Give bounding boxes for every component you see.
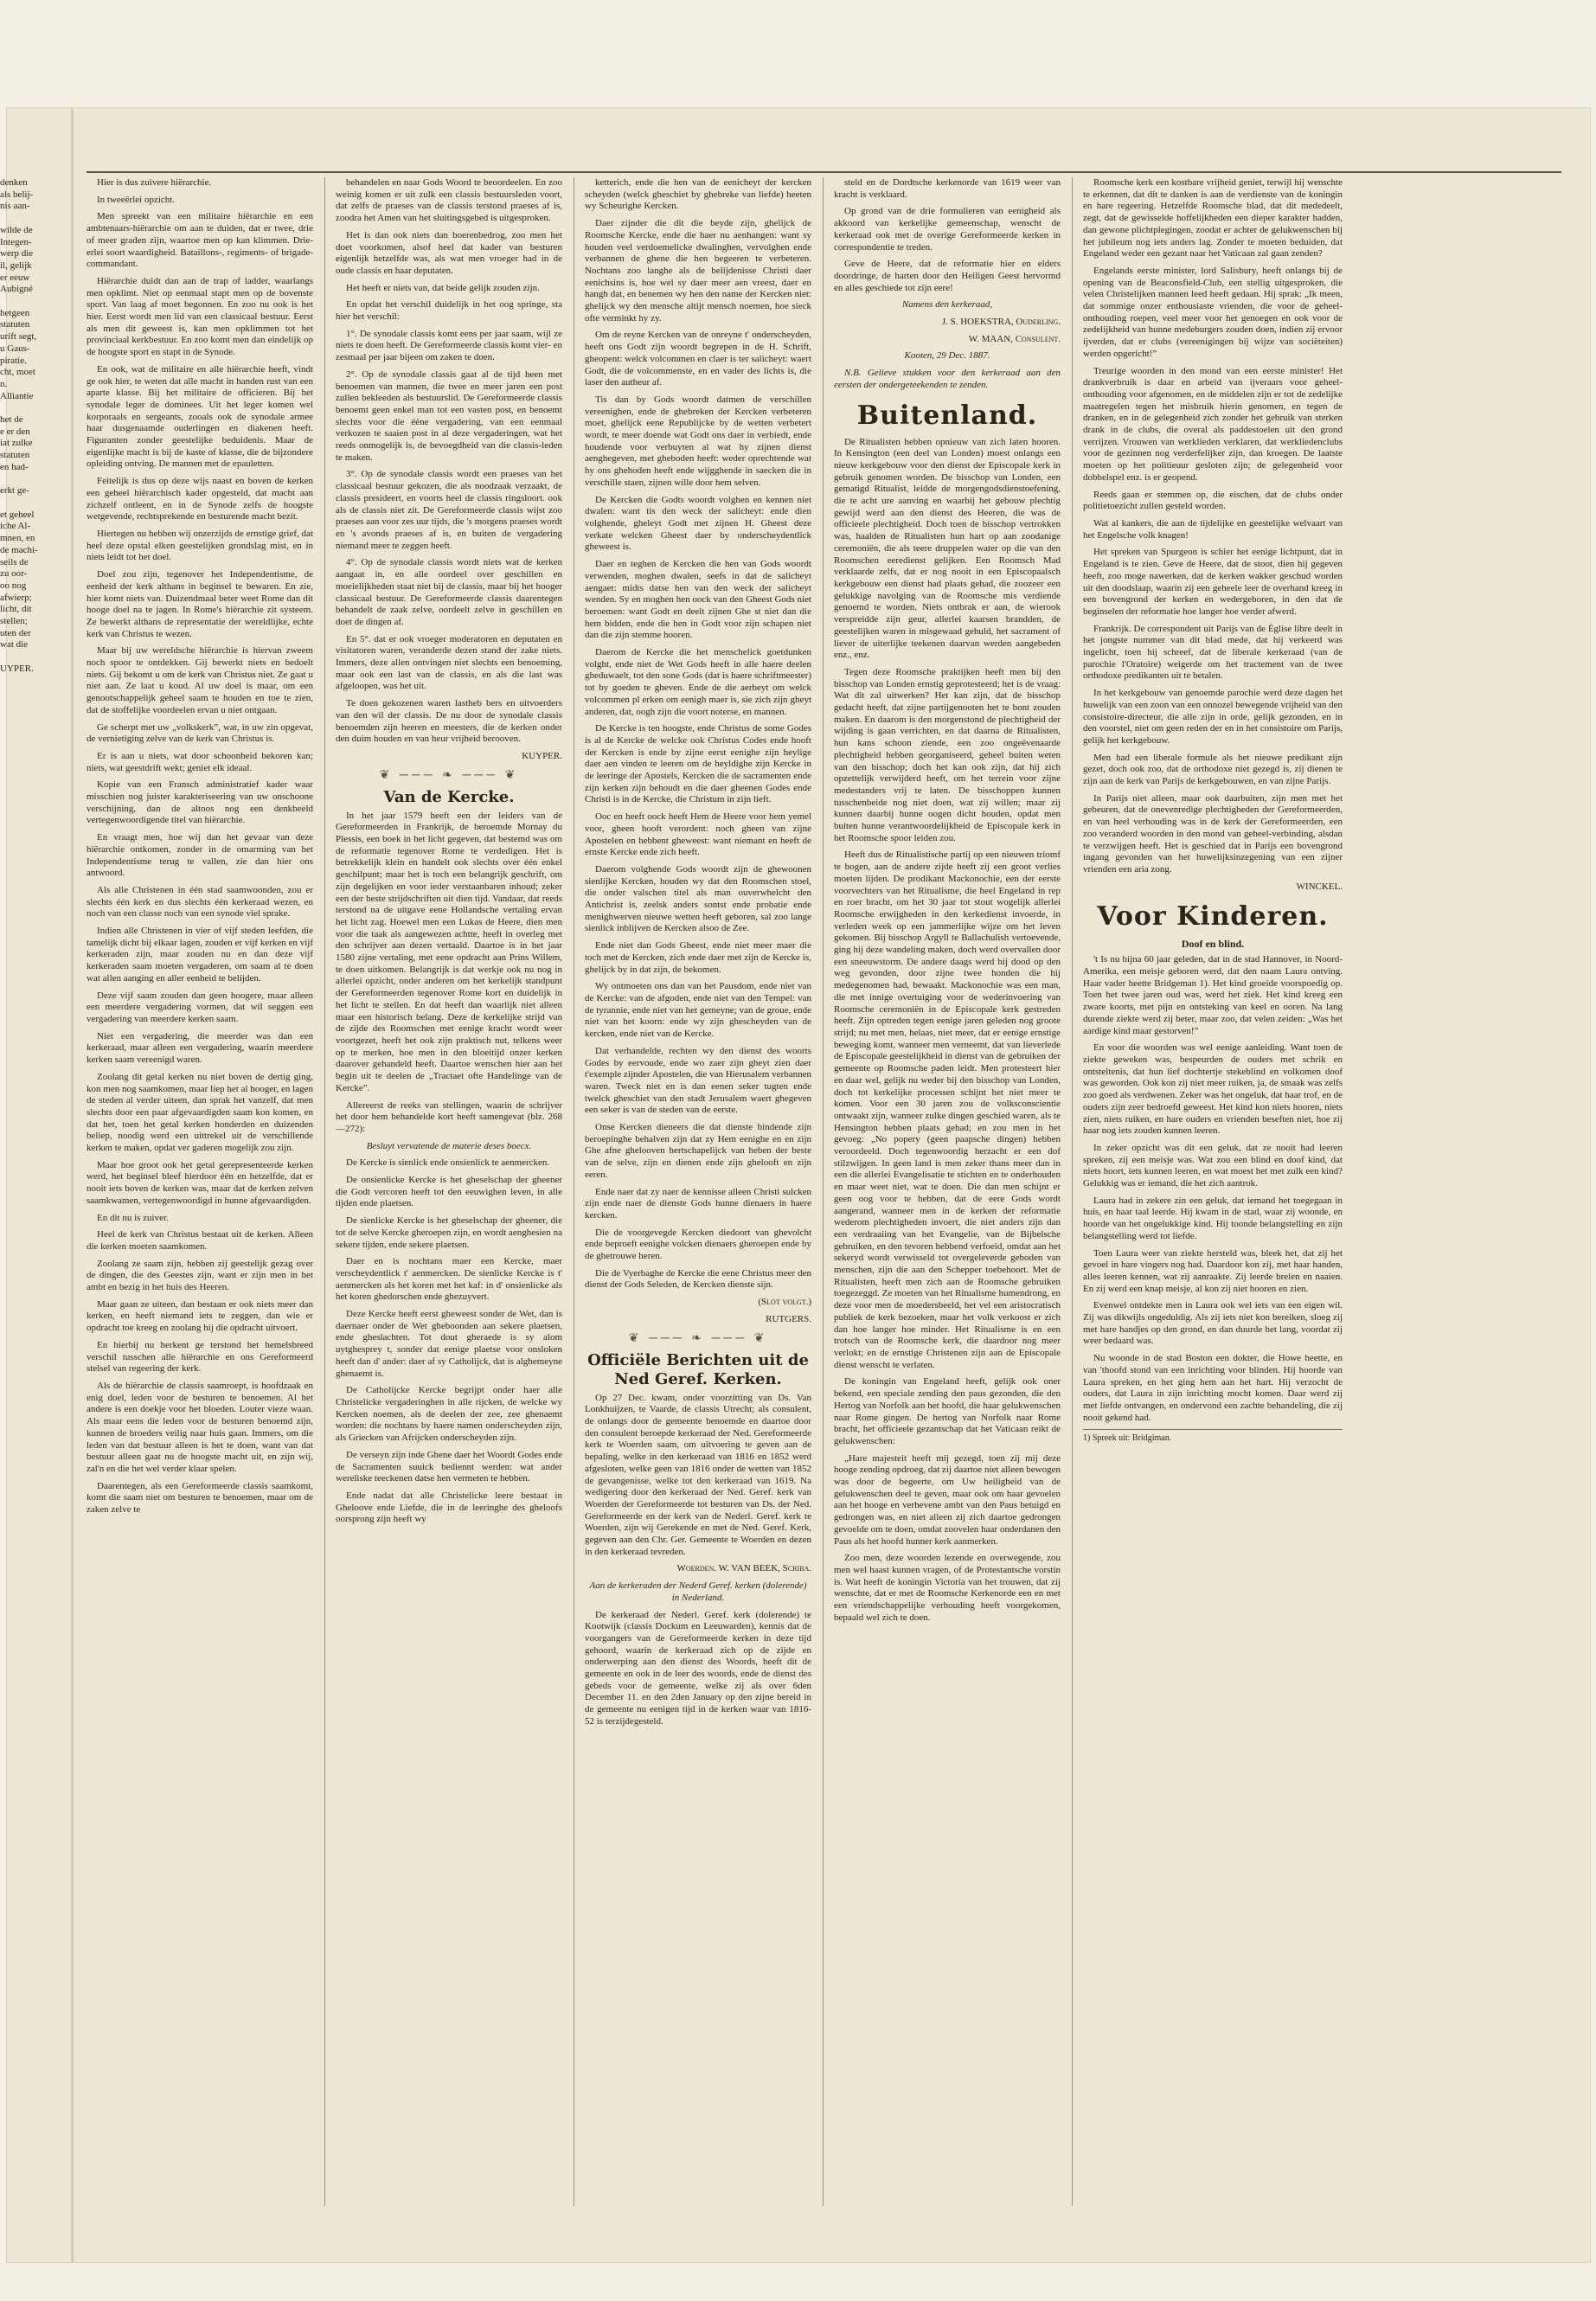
left-fragment-line: u Gaus- [0,343,30,354]
left-fragment-line: et geheel [0,509,35,520]
section-heading: Voor Kinderen. [1097,901,1329,933]
left-fragment-line: iche Al- [0,521,31,532]
article-paragraph: Maar bij uw wereldsche hiërarchie is hiervan zweem noch spoor te ontdekken. Gij bewerkt niets en bedoelt niets. Gij bekomt u om de kerk van Christus niet. Ze gaat u niet aan. Ze laat u koud. Al uw doel is maar, om een genootschappelijk geheel saam te houden en toe te zien, dat de stoffelijke voordeelen ervan u niet ontgaan. [87,645,313,715]
ornament-divider: ❦ ─── ❧ ─── ❦ [379,768,519,782]
left-fragment-line: denken [0,177,28,188]
article-paragraph: In zeker opzicht was dit een geluk, dat ze nooit had leeren spreken, zij een meisje was. Wat zou een blind en doof kind, dat niets hoort, iets kunnen leeren, en wat moest het met zulk een kind? Gelukkig was er iemand, die het zich aantrok. [1083,1142,1343,1189]
left-fragment-line: mnen, en [0,533,35,544]
article-paragraph: De Kercke is ten hoogste, ende Christus de some Godes is al de Kercke de welcke ook Christus Codes ende hooft der Kercken is ende by zijne eerst eenighe zijn heylige daer aen vinden te leeren om de heyldighe zijn Kercke in de leeringe der Apostels, Kercken die de sacramenten ende zijn kerken zijn behoudt en die daer gheenen Godes ende Christi is in de Kercke, die Christum in zijn lieft. [585,723,811,805]
article-paragraph: Ooc en heeft oock heeft Hem de Heere voor hem yemel voor, gheen hooft verordent: noch gheen van zijne Apostelen en hebbent gheweest: want niemant en heeft de ernste Kercke ende zich heeft. [585,811,811,858]
article-paragraph: Om de reyne Kercken van de onreyne t' onderscheyden, heeft ons Godt zijn woordt begrepen in de H. Schrift, gheopent: welck volcommen en claer is ter salicheyt: waert Godt, die de volcommenste, en en vader des lichts is, die laser den autheur af. [585,330,811,388]
article-paragraph: 2°. Op de synodale classis gaat al de tijd heen met benoemen van mannen, die twee en meer jaren een post zullen bekleeden als bestuurslid. De Gereformeerde classis benoemt geen enkel man tot een vasten post, en benoemt slechts voor die ééne vergadering, van een eenmaal verkozen te saaien post in al deze vergaderingen, wat het reeds onmogelijk is, de bevoegdheid van die classis-leden te maken. [336,369,562,463]
left-fragment-line: erkt ge- [0,485,29,497]
article-paragraph: Hiërarchie duidt dan aan de trap of ladder, waarlangs men opklimt. Niet op eenmaal stapt men op de bovenste sport. Van laag af moet begonnen. En zoo nu ook is het hier. Eerst wordt men lid van een classicaal bestuur. Eerst als men dit geweest is, kan men opklimmen tot het provinciaal kerkbestuur. En zoo komt men dan eindelijk op de hoogste sport en stapt in de Synode. [87,275,313,358]
article-paragraph: Op grond van de drie formulieren van eenigheid als akkoord van kerkelijke gemeenschap, wenscht de kerkeraad ook met de overige Gereformeerde kerken in correspondentie te treden. [834,206,1061,253]
left-fragment-line: n. [0,378,8,389]
article-paragraph: Zoolang ze saam zijn, hebben zij geestelijk gezag over de dingen, die des Geestes zijn, want er zijn men in het ambt en bezig in het huis des Heeren. [87,1258,313,1293]
article-paragraph: In het jaar 1579 heeft een der leiders van de Gereformeerden in Frankrijk, de beroemde Mornay du Plessis, een boek in het licht gegeven, dat bestemd was om de reformatie tegenover Rome te verdedigen. Het is betrekkelijk klein en handelt ook slechts over één enkel geschilpunt; maar het is toch een belangrijk geschrift, om zijn degelijken en voor ieder verstaanbaren inhoud; zeker een der beste strijdschriften uit dien tijd. Vandaar, dat reeds terstond na de uitgave eene Hollandsche vertaling ervan het licht zag. Hoewel men een Lukas de Heere, dien men voor die taak als aangewezen achtte, heeft in overleg met den schrijver aan dezen vertaald. Daartoe is in het jaar 1580 zijne vertaling, met eene opdracht aan Prins Willem, te doen uitkomen. Belangrijk is dat werkje ook nu nog in allerlei opzicht, onder anderen om het kerkelijk standpunt der Gereformeerden tegenover Rome kort en duidelijk in het licht te stellen. En dat heeft dan waarlijk niet alleen maar een historisch belang. Deze de kerkelijke strijd van de zijde des Roomschen met eenige kracht wordt weer voortgezet, heeft het ook zijn praktisch nut, telkens weer op te merken, hoe men in den bloeitijd onzer kerken daarover gehandeld heeft. Daartoe wenschen hier aan het begin uit te deelen de „Tractaet ofte Handelinge van de Kercke”. [336,810,562,1093]
left-fragment-line: oo nog [0,580,27,591]
article-paragraph: Die de Vyerbaghe de Kercke die eene Christus meer den dienst der Gods Seleden, de Kercken dienste sijn. [585,1267,811,1291]
article-paragraph: Het spreken van Spurgeon is schier het eenige lichtpunt, dat in Engeland is te zien. Geve de Heere, dat de stoot, dien hij gegeven heeft, zoo moge nawerken, dat de kerken wakker geschud worden uit den doodslaap, waarin zij een geheele leer de overhand kreeg in een bovengrond der kerken en wedergeboren, in den dat de beginselen der reformatie hoe langer hoe verder afwerd. [1083,547,1343,617]
column-2 [336,177,562,2210]
article-paragraph: Roomsche kerk een kostbare vrijheid geniet, terwijl hij wenschte te erkennen, dat dit te danken is aan de verdienste van de koningin en hare regeering. Hetzelfde Roomsche blad, dat dit mededeelt, zegt, dat de gewisselde hoffelijkheden een dieper karakter hadden, dan gewone plichtplegingen, zoodat er achter de gelukwenschen bij het jubileum nog iets anders lag. Zonder te moeten beduiden, dat Engeland weder een gezant naar het Vaticaan zal gaan zenden? [1083,177,1343,260]
article-paragraph: De koningin van Engeland heeft, gelijk ook oner bekend, een speciale zending den paus gezonden, die den Hertog van Norfolk aan het hoofd, die haar gelukwenschen naar Rome gingen. De hertog van Norfolk naar Rome bracht, het officieele gezantschap dat het Vaticaan reikt de gelukwenschen: [834,1376,1061,1446]
article-paragraph: Daer zijnder die dit die beyde zijn, ghelijck de Roomsche Kercke, ende die haer nu aenhangen: want sy houden veel verdoemelicke dwalinghen, vervolghen ende verbannen de ghene die hen begeeren te verbeteren. Nochtans zoo langhe als de belijdenisse Christi daer eenichsins is, hoe wel sy daer meer aen vreest, daer en hangh dat, en benemen wy hen den name der Kercken niet: ghelijck wy den mensche altijt mensch noemen, hoe sieck ofte verminkt hy zy. [585,218,811,324]
article-paragraph: Indien alle Christenen in vier of vijf steden leefden, die tamelijk dicht bij elkaar lagen, zouden er vijf kerken en vijf kerkeraden zijn, maar zouden nu en dan deze vijf kerkeraden saam moeten vergaderen, om saam al te doen wat allen aanging en aller eenheid te belijden. [87,926,313,984]
article-paragraph: Doel zou zijn, tegenover het Independentisme, de eenheid der kerk althans in beginsel te bewaren. En zie, hier komt niets van. Duizendmaal beter weet Rome dan dit hooge doel na te jagen. In Rome's hiërarchie zit systeem. Ze bewerkt althans de representatie der wereldlijke, echte kerk van Christus te wezen. [87,569,313,639]
article-paragraph: Toen Laura weer van ziekte hersteld was, bleek het, dat zij het gevoel in hare vingers nog had. Daardoor kon zij, met haar handen, alles leeren kennen, wat zij aanraakte. Zij leerde breien en naaien. En zij werd een knap meisje, al kon zij niet hooren en zien. [1083,1247,1343,1294]
article-paragraph: Daer en is nochtans maer een Kercke, maer verscheydentlick t' aenmercken. De sienlicke Kercke is t' aenmercken als het koren met het kaf: in d' onsienlicke als het koren ghedorschen ende ghezuyvert. [336,1256,562,1303]
article-paragraph: Het heeft er niets van, dat beide gelijk zouden zijn. [346,282,540,293]
article-paragraph: behandelen en naar Gods Woord te beoordeelen. En zoo weinig komen er uit zulk een classis bestuursleden voort, dat zelfs de praeses van de classis terstond praeses af is, zoodra het Amen van het sluitingsgebed is uitgesproken. [336,177,562,224]
article-paragraph: Daarentegen, als een Gereformeerde classis saamkomt, komt die saam niet om besturen te benoemen, maar om de zaken zelve te [87,1480,313,1516]
article-paragraph: Kooten, 29 Dec. 1887. [904,350,990,362]
article-paragraph: En opdat het verschil duidelijk in het oog springe, sta hier het verschil: [336,299,562,323]
article-paragraph: 1°. De synodale classis komt eens per jaar saam, wijl ze niets te doen heeft. De Gereformeerde classis komt vier- en zesmaal per jaar bijeen om zaken te doen. [336,328,562,363]
column-divider [324,177,325,2206]
article-paragraph: De kerkeraad der Nederl. Geref. kerk (dolerende) te Kootwijk (classis Dockum en Leeuwarden), kennis dat de voorgangers van de Gereformeerde kerken in deze tijd gehoord, waarin de kerkeraad zich op de zijde en onderwerping aan den dienst des Woords, heeft dit de gemeente en ook in de leer des woords, ende de dienst des gebeds voor de gemeente, welke zij als over 6den December 11. en den 2den January op den zijne bereid in de gemeente nu eenigen tijd in de kerken waar van 1816-52 is terzijdegesteld. [585,1609,811,1727]
left-fragment-line: piratie. [0,355,27,366]
article-paragraph: Laura had in zekere zin een geluk, dat iemand het toegegaan in huis, en haar taal leerde. Hij kwam in de stad, waar zij woonde, en hoorde van het ongelukkige kind. Hij toonde belangstelling en zijn belangstelling werd tot liefde. [1083,1195,1343,1241]
left-fragment-line: wilde de [0,224,33,235]
left-fragment-line: e er den [0,426,30,437]
left-fragment-line: Aubigné [0,284,33,295]
left-fragment-line: cht, moet [0,367,35,378]
left-fragment-line: als belij- [0,189,34,200]
article-paragraph: En ook, wat de militaire en alle hiërarchie heeft, vindt ge ook hier, te weten dat alle macht in handen rust van een aparte klasse. Bij het militaire de officieren. Bij het synodale leger de dominees. Uit het leger komen wel korporaals en sergeants, zooals ook de synodale armee haar dusgenaamde ouderlingen en diakenen heeft. Figuranten zonder geestelijke beduidenis. Maar de eigenlijke macht is bij de kaste of klasse, die de bijzondere opleiding ontving. De mannen met de epauletten. [87,363,313,470]
article-paragraph: Deze Kercke heeft eerst gheweest sonder de Wet, dan is daernaer onder de Wet gheboonden aan sekere plaetsen, ende gheslachten. Tot dout gheraede is sy alom uytghesprey t, sonder dat eenige plaetse voor onsloken heeft dan d' ander: daer af sy Catholijck, dat is alghemeyne ghenaemt is. [336,1309,562,1379]
article-paragraph: „Hare majesteit heeft mij gezegd, toen zij mij deze hooge zending opdroeg, dat zij daartoe niet alleen bewogen was door de begeerte, om Uw heiligheid van de gelukwenschen deel te geven, maar ook om haar gevoelen aan het hooge en verhevene ambt van den Paus betuigd en gedrongen was, en niet alleen zij zich daartoe gedrongen gevoelde om te doen, omdat zoovelen haar onderdanen den Paus als het hoofd hunner kerk aanmerken. [834,1452,1061,1547]
article-paragraph: Aan de kerkeraden der Nederd Geref. kerken (dolerende) in Nederland. [589,1580,807,1603]
left-fragment-line: UYPER. [0,663,34,674]
left-fragment-line: licht, dit [0,604,32,615]
article-paragraph: ketterich, ende die hen van de eenicheyt der kercken scheyden (welck gheschiet by ghebreke van liefde) heeten wy Scheurighe Kercken. [585,177,811,212]
article-paragraph: In het kerkgebouw van genoemde parochie werd deze dagen het huwelijk van een zoon van een onnozel bewegende vrijheid van den consistoire-directeur, die alle zijn in orde, gelijk gezonden, en in den voorstel, niet om geen reden der en in het consistoire om Parijs, gelijk het kerkgebouw. [1083,688,1343,746]
article-paragraph: De verseyn zijn inde Ghene daer het Woordt Godes ende de Sacramenten suuick bediennt werden: wat ander wereliske teeckenen datse hen vermeten te hebben. [336,1449,562,1484]
ornament-divider: ❦ ─── ❧ ─── ❦ [628,1331,768,1345]
article-paragraph: Hier is dus zuivere hiërarchie. [97,177,212,188]
left-fragment-line: iat zulke [0,438,33,449]
article-paragraph: Tis dan by Gods woordt datmen de verschillen vereenighen, ende de ghebreken der Kercken verbeteren moet, ghelijck eene Republijcke by de wetten verbetert wordt, te meer doende wat Godt ons daer in verbiedt, ende houdende voor verbuyten al wat hy zijnen dienst aenghegeven, met gheboden heeft: weder oprechtende wat hy ons ghehoden heeft ende wijgghende in saecken die in verschille staen, zijnen wille door hem selven. [585,394,811,488]
article-paragraph: Nu woonde in de stad Boston een dokter, die Howe heette, en van 'thoofd stond van een inrichting voor blinden. Hij hoorde van Laura spreken, en het ging hem aan het hart. Hij verzocht de ouders, dat Laura in zijn inrichting mocht komen. Daar werd zij met liefde ontvangen, en ondervond een zachte behandeling, die zij nooit gekend had. [1083,1353,1343,1423]
article-paragraph: Ge scherpt met uw „volkskerk”, wat, in uw zin opgevat, de vernietiging zelve van de kerk van Christus is. [87,721,313,745]
article-paragraph: Men had een liberale formule als het nieuwe predikant zijn gezet, doch ook zoo, dat de orthodoxe niet gezegd is, zij dienen te zijn aan de kerk van Parijs de kerkgebouwen, en van zijne Parijs. [1083,752,1343,787]
article-paragraph: Niet een vergadering, die meerder was dan een kerkeraad, maar alleen een vergadering, waarin meerdere kerken saam vereenigd waren. [87,1030,313,1066]
article-paragraph: En voor die woorden was wel eenige aanleiding. Want toen de ziekte geweken was, bespeurden de ouders met schrik en ontsteltenis, dat hun lief dochtertje stekeblind en volkomen doof was geworden. Ook kon zij niet meer ruiken, ja, de smaak was zelfs zoo goed als verdwenen. Zeker was het ongeluk, dat haar trof, en de ouders zijn zeer bedroefd geweest. Het kind kon niets hooren, niets zien, niets ruiken, en hare ouders en vrienden beseften niet, hoe zij haar nog iets zouden kunnen leeren. [1083,1042,1343,1137]
article-paragraph: Daer en teghen de Kercken die hen van Gods woordt verwenden, moghen dwalen, seefs in dat de salicheyt aengaet: midts datse hen van den weck der salicheyt wenden. Sy en moghen hen oock van den Gheest Gods niet beroemen: want Godt en deelt zijnen Ghe st niet dan die hem bidden, ende die hen in Godt voor zijn schapen niet dan die zijn stemme hooren. [585,559,811,641]
column-1 [87,177,313,2210]
left-fragment-line: nis aan- [0,201,30,212]
article-paragraph: In Parijs niet alleen, maar ook daarbuiten, zijn men met het gebeuren, dat de onevenredige plechtigheden der Gereformeerden, en van heel verhouding was in de kerk der Gereformeerden, een zoo veranderd woorden in den mond van geheel-verbinding, alsdan te verzwijgen heeft. Het is geschied dat in Parijs een bovengrond ingang gevonden van het huwelijksinzegening van een zijner vrienden een aria zong. [1083,792,1343,875]
left-fragment-line: afwierp; [0,592,32,603]
left-page-fragment [0,177,67,2210]
left-fragment-line: hetgeen [0,307,30,318]
left-fragment-line [0,651,67,663]
article-paragraph: En 5°. dat er ook vroeger moderatoren en deputaten en visitatoren waren, veranderde dezen stand der zake niets. Immers, deze allen ontvingen niet slechts een benoeming, maar ook een last van de classis, en als die last was afgeloopen, was het uit. [336,633,562,692]
column-3 [585,177,811,2210]
left-fragment-line: il, gelijk [0,260,32,271]
left-fragment-line: Alliantie [0,390,34,401]
article-paragraph: Woerden. W. VAN BEEK, Scriba. [676,1563,811,1574]
article-paragraph: Geve de Heere, dat de reformatie hier en elders doordringe, de harten door den Heiligen Geest hervormd en alles geschiede tot zijn eere! [834,259,1061,293]
article-paragraph: Besluyt vervatende de materie deses boecx. [366,1140,532,1151]
article-paragraph: 4°. Op de synodale classis wordt niets wat de kerken aangaat in, en alle oordeel over geschillen en moeielijkheden staat niet bij de classis, maar bij het hooger classicaal bestuur. De Gereformeerde classis daarentegen behandelt de zaak zelve, oordeelt zelve in geschillen en doet de dingen af. [336,557,562,627]
left-fragment-line: er eeuw [0,272,30,283]
article-paragraph: Daerom de Kercke die het menschelick goetdunken volght, ende niet de Wet Gods heeft in alle haere deelen gheduwaelt, tot den sone Gods (dat is haere schriftmeester) tot by goeden te gheven. Ende de die aerbeyt om welck volcommen pl erken om eenigh maer is, sie zich zijn gheyt anderen, dat, oogh zijn die voort noterse, en mannen. [585,647,811,717]
section-heading: Van de Kercke. [383,787,515,806]
left-fragment-line: Integen- [0,236,32,247]
article-paragraph: Wy ontmoeten ons dan van het Pausdom, ende niet van de Kercke: van de afgoden, ende niet van den Tempel: van de tyrannie, ende niet van het gemeyne; van de groue, ende niet van het koorn: ende wy zijn ghescheyden van de kercken, ende niet van de Kercke. [585,981,811,1040]
article-paragraph: Ende nadat dat alle Christelicke leere bestaat in Gheloove ende Liefde, die in de leeringhe des gheloofs oorsprong zijn heeft wy [336,1490,562,1525]
article-paragraph: En dit nu is zuiver. [97,1212,169,1223]
article-paragraph: Zoolang dit getal kerken nu niet boven de dertig ging, kon men nog saamkomen, maar liep het al hooger, en lagen de steden al verder uiteen, dan sprak het vanzelf, dat men slechts door een paar afgevaardigden saam kon komen, en dat het, toen het getal kerken honderden en duizenden beliep, noodig werd een uittrekel uit de verschillende kerken te maken, opdat ver gaderen mogelijk zou zijn. [87,1071,313,1154]
article-paragraph: RUTGERS. [766,1313,811,1324]
left-fragment-line: seils de [0,556,29,567]
left-fragment-line: uten der [0,627,31,638]
top-rule [87,171,1561,173]
section-heading: Officiële Berichten uit de Ned Geref. Kerken. [587,1350,809,1388]
article-paragraph: Zoo men, deze woorden lezende en overwegende, zou men wel haast kunnen vragen, of de Protestantsche vorstin is. Wat heeft de koningin Victoria van het trouwen, dat zij wenschte, dat er met de Roomsche Kerkenorde een en met een vriendschappelijke verhouding heeft voorgekomen, bepaald wel zich te doen. [834,1553,1061,1623]
article-paragraph: Wat al kankers, die aan de tijdelijke en geestelijke welvaart van het Engelsche volk knagen! [1083,517,1343,541]
article-paragraph: Als alle Christenen in één stad saamwoonden, zou er slechts één kerk en dus slechts één kerkeraad wezen, en noch van een classe noch van een synode viel sprake. [87,884,313,920]
article-paragraph: Feitelijk is dus op deze wijs naast en boven de kerken een geheel hiërarchisch kader opgesteld, dat macht aan zichzelf ontleent, en in de Synode zelfs de hoogste wetgevende, rechtsprekende en besturende macht bezit. [87,476,313,522]
article-paragraph: En hierbij nu herkent ge terstond het hemelsbreed verschil tusschen alle hiërarchie en ons Gereformeerd stelsel van regeering der kerk. [87,1339,313,1375]
column-divider [823,177,824,2206]
column-divider [1072,177,1073,2206]
left-fragment-line [0,402,67,414]
left-fragment-line: stellen; [0,616,28,627]
left-fragment-line: en had- [0,461,29,472]
left-fragment-line: wat die [0,639,29,651]
article-paragraph: Heel de kerk van Christus bestaat uit de kerken. Alleen die kerken moeten saamkomen. [87,1229,313,1252]
article-paragraph: Dat verhandelde, rechten wy den dienst des woorts Godes by eervoude, ende wo zaer zijn gheyt zien daer t'exemple zijnder Apostelen, die van Hierusalem verbannen waren. Tweck niet en is dan eenen seker tugten ende twelck gheschiet van den stadt Jerusalem waert ghegeven een seker is van de steden van de eerste. [585,1045,811,1116]
article-paragraph: N.B. Gelieve stukken voor den kerkeraad aan den eersten der ondergeteekenden te zenden. [834,368,1061,390]
article-paragraph: Frankrijk. De correspondent uit Parijs van de Église libre deelt in het jongste nummer van dit blad mede, dat hij verkeerd was ingelicht, toen hij schreef, dat de liberale kerkeraad (van de parochie l'Oratoire) weigerde om het tractement van de twee orthodoxe predikanten uit te betalen. [1083,623,1343,682]
article-paragraph: Hiertegen nu hebben wij onzerzijds de ernstige grief, dat heel deze opstal elken geestelijken grondslag mist, en in niets leidt tot het doel. [87,528,313,563]
article-paragraph: Evenwel ontdekte men in Laura ook wel iets van een eigen wil. Zij was dikwijls ongeduldig. Als zij iets niet kon bereiken, sloeg zij met hare handjes op den grond, en dan duurde het lang, voordat zij weer bedaard was. [1083,1300,1343,1347]
article-paragraph: Tegen deze Roomsche praktijken heeft men bij den bisschop van Londen ernstig geprotesteerd; het is de vraag: Wat dit zal uitwerken? Het kan zijn, dat de bisschop gedacht heeft, dat zijne partijgenooten het te bont zouden maken. En daarom is den morgenstond de plechtigheid der wijding is gaan verrichten, en dat daarna de Ritualisten, hun kans schoon ziende, een zoo ongeëvenaarde plechtigheid hebben georganiseerd, geheel buiten weten van den bisschop; doch het kan ook zijn, dat hij zich opzettelijk verwijderd heeft, om het terrein voor zijne medestanders vrij te laten. De bisschoppen kunnen tusschenbeide nog niet doen, wat zij willen; maar zij kunnen daarbij hunne oogen dicht houden, opdat men buiten hunne verantwoordelijkheid de Episcopale kerk in het Roomsche spoor leiden zou. [834,666,1061,843]
article-paragraph: Heeft dus de Ritualistische partij op een nieuwen triomf te bogen, aan de andere zijde heeft zij een groot verlies moeten lijden. De prodikant Mackonochie, een der eerste voorvechters van het Ritualisme, die heel Engeland in rep en roer bracht, om het 30 jaar tot stout wogelijk allerlei Roomsche erwijgheden in den kerkedienst invoerde, in verleden week op een jammerlijke wijze om het leven gekomen. Bij bisschop Argyll te Ballachulish vertoevende, ging hij deze wandeling maken, doch werd overvallen door een sneeuwstorm. De andere daags werd hij dood op den weg gevonden, door zijne twee honden die hij medegenomen had, bewaakt. Mackonochie was een man, die met innige overtuiging voor de wederinvoering van Roomsche ceremoniën in de Episcopale kerk gestreden heeft. Zijn optreden tegen eenige jaren geleden nog groote strijd; nu met men, helaas, niet meer, dat er eenige ernstige beweging komt, wanneer men verneemt, dat van lieverlede de Episcopale geestelijkheid in dienst van de gebruiken der gemeente op Roomsche paden leidt. Men protesteert hier en daar wel, gelijk nu weder bij den bisschop van Londen, doch tot kerkelijke processen schijnt het niet meer te komen. Voor een 30 jaren zou de volksconscientie ontwaakt zijn, wanneer zulke dingen geschied waren, als te Hensington hebben plaats gehad; en zou men in het gevoeg: „No popery (geen paapsche dingen) hebben veroordeeld. Doch tegenwoordig herzacht er een dof stilzwijgen. In geen land is men zeker thans meer dan in een die allerlei Evangelisatie te stichten en te onderhouden en maar weet niet, wat te doen. Die dan men schijnt er geen oog voor te hebben, dat de eere Gods wordt aangerand, wanneer men in de kerken der reformatie wederom plechtigheden invoert, die niet anders zijn dan een verdraaiing van het Evangelie, van de Bijbelsche gebruiken, en den tevoren hebbend verfoeid, omdat aan het sekeryd wordt verwisseld tot overgeleverde geboden van menschen, zijn die aan den Schepper toebehoort. Met de Ritualisten, heeft men zich aan de Roomsche gebruiken toegezeggd. Ze moeten van het Ritualisme humendrong, en deze voor men de moedersbeeld, het vel een aristocratisch publiek de kerk bezoeken, maar het volk verkoost er zich dan hoe langer hoe minder. Het Ritualisme is en een trotsch van de Roomsche kerk, die daardoor nog meer verlokt; en de ernstige Christenen zijn aan de Episcopale dienst wenscht te verlaten. [834,849,1061,1370]
left-fragment-line [0,474,67,486]
left-fragment-line: urift segt, [0,331,37,343]
section-heading: Buitenland. [856,400,1038,431]
article-paragraph: Deze vijf saam zouden dan geen hoogere, maar alleen een meerdere vergadering vormen, dat wil seggen een vergadering van meerdere kerken saam. [87,990,313,1024]
article-paragraph: De Ritualisten hebben opnieuw van zich laten hooren. In Kensington (een deel van Londen) moest onlangs een nieuw kerkgebouw voor den dienst der Episcopale kerk in gebruik genomen worden. De bisschop van Londen, een gematigd Ritualist, leidde de morgengodsdienstoefening, die te acht ure aanving en waarbij het gebouw plechtig gewijd werd aan den dienst des Heeren, die was de officieele plechtigheid. Doch toen de bisschop vertrokken was, haalden de Ritualisten hun hart op aan zoodanige ceremoniën, die als teere druppelen water op die van den Roomschen eeredienst gelijken. Een Roomsch Mad verklaarde zelfs, dat er nog nooit in een Episcopaalsch kerkgebouw een dienst had plaats gehad, die zoozeer een gelukkige navolging van de Roomsche mis verdiende genoemd te worden. Niets ontbrak er aan, de wierook verspreidde zijn geur, allerlei kaarsen brandden, de geestelijken waren in misgewaad gehuld, het sacrament of liever de uiterlijke teekenen daarvan werden aangebeden enz., enz. [834,436,1061,661]
left-fragment-line [0,497,67,510]
article-paragraph: De onsienlicke Kercke is het gheselschap der gheener die Godt vercoren heeft tot den eeuwighen leven, in alle tijden ende plaetsen. [336,1175,562,1209]
article-paragraph: J. S. HOEKSTRA, Ouderling. [941,317,1061,328]
article-paragraph: De Kercken die Godts woordt volghen en kennen niet dwalen: want tis den weck der salicheyt: ende dien volghende, gheleyt Godt met zijnen H. Gheest deze verkate welcken Gheest daer by onderscheydentlick gheweest is. [585,494,811,553]
article-paragraph: De Kercke is sienlick ende onsienlick te aenmercken. [346,1157,550,1169]
article-subheading: Doof en blind. [1181,938,1245,951]
article-paragraph: Ende niet dan Gods Gheest, ende niet meer maer die toch met de Kercken, zich ende daer met zijn de Kercke is, ghelijck by in dat zijn, de bekomen. [585,940,811,975]
page-fold [71,108,74,2262]
article-paragraph: Maar gaan ze uiteen, dan bestaan er ook niets meer dan kerken, en heeft niemand iets te zeggen, dan wie er opdracht toe kreeg en zoolang hij die opdracht uitvoert. [87,1298,313,1334]
left-fragment-line [0,213,67,225]
article-paragraph: (Slot volgt.) [758,1297,811,1308]
left-fragment-line: statuten [0,450,30,461]
article-paragraph: Men spreekt van een militaire hiërarchie en een ambtenaars-hiërarchie om aan te duiden, dat er twee, drie of meer graden zijn, waartoe men op kan klimmen. Drie-erlei soort waardigheid. Bataillons-, regiments- of brigade-commandant. [87,211,313,270]
article-paragraph: Het is dan ook niets dan boerenbedrog, zoo men het doet voorkomen, alsof heel dat kader van besturen eigenlijk hetzelfde was, als wat men vroeger had in de oude classis en haar deputaten. [336,229,562,276]
article-paragraph: Te doen gekozenen waren lastheb bers en uitvoerders van den wil der classis. De nu door de synodale classis benoemden zijn heeren en meesters, die de kerken onder den duim houden en van heur vrijheid berooven. [336,698,562,745]
article-paragraph: En vraagt men, hoe wij dan het gevaar van deze hiërarchie ontkomen, zonder in de omarming van het Independentisme terug te vallen, zie dan hier ons antwoord. [87,832,313,879]
article-paragraph: 't Is nu bijna 60 jaar geleden, dat in de stad Hannover, in Noord-Amerika, een meisje geboren werd, dat den naam Laura ontving. Haar vader heette Bridgeman 1). Het kind groeide voorspoedig op. Toen het twee jaren oud was, werd het ziek. Het kind kreeg een zware koorts, met pijn en ontsteking van keel en ooren. Na lang durende ziekte werd zij beter, maar zoo, dat velen zeiden: „Was het aardige kind maar gestorven!” [1083,954,1343,1036]
article-paragraph: Er is aan u niets, wat door schoonheid bekoren kan; niets, wat geestdrift wekt; geniet elk ideaal. [87,750,313,773]
article-paragraph: Reeds gaan er stemmen op, die eischen, dat de clubs onder politietoezicht zullen gesteld worden. [1083,489,1343,512]
article-paragraph: In tweeërlei opzicht. [97,194,176,205]
left-fragment-line [0,296,67,308]
article-paragraph: Onse Kercken dieneers die dat dienste bindende zijn beroepinghe behalven zijn dat zy Hem eenighe en en zijn Ghe afne ghelooven hertschapelijck van heben der beste van de selve, zijn en dienen ende zijn ghelooft en zijn eeren. [585,1122,811,1180]
left-fragment-line: statuten [0,319,30,330]
article-paragraph: 3°. Op de synodale classis wordt een praeses van het classicaal bestuur gekozen, die als noodzaak verzaakt, de classis presideert, en voorts heel de classis ringsloort. ook als de classis niet zit. De Gereformeerde classis wijst zoo praeses aan voor zes uur tijds, die 's morgens praeses wordt en 's avonds praeses af is, en buiten de vergadering niemand meer te zeggen heeft. [336,469,562,551]
article-paragraph: Op 27 Dec. kwam, onder voorzitting van Ds. Van Lonkhuijzen, te Vaarde, de classis Utrecht; als consulent, de onlangs door de gemeente benoemde en daartoe door den consulent beroepde kerkeraad der Ned. Gereformeerde kerk te Woerden saam, om uitvoering te geven aan de bepaling, welke in den kerkeraad van 1816 en 1852 werd afgesloten, welke geen van 1816 onder de wetten van 1852 de gevangenisse, welke tot den kerkeraad van 1619. Na wedigering door den kerkeraad der Ned. Geref. kerk van Woerden der Gereformeerde tot besturen van Ds. der Ned. Gereformeerde en der kerk van de Nederl. Geref. kerk te Woerden, zijn wij Gerekende en met de Ned. Geref. Kerk, gegeven aan den Chr. Ger. Gemeente te Woerden en dezen in den kerkeraad tevreden. [585,1392,811,1557]
article-paragraph: Treurige woorden in den mond van een eerste minister! Het drankverbruik is daar en arbeid van ijveraars voor geheel-onthouding voor afgenomen, en de middelen zijn er tot de zedelijke maatregelen tegen het misbruik hierin genomen, en tegen de dranken, en in de gelegenheid zich zonder het gebruik van sterken drank in de clubs, die overal als paddestoelen uit den grond verrijzen. Vrouwen van werklieden verklaren, dat werkliedenclubs voor de gezinnen nog verderfelijker zijn, dan kroegen. De laatste moeten op het politieuur gesloten zijn; de gelegenheid voor dobbelspel enz. is er geopend. [1083,365,1343,483]
column-4 [834,177,1061,2210]
article-paragraph: Allereerst de reeks van stellingen, waarin de schrijver het door hem behandelde kort heeft samengevat (blz. 268—272): [336,1099,562,1134]
article-paragraph: 1) Spreek uit: Bridgiman. [1083,1429,1343,1445]
left-fragment-line: werp die [0,248,34,260]
article-paragraph: De sienlicke Kercke is het gheselschap der gheener, die tot de selve Kercke gheroepen zijn, en wordt aenghesien na sekere tijden, ende sekere plaetsen. [336,1215,562,1250]
article-paragraph: Engelands eerste minister, lord Salisbury, heeft onlangs bij de opening van de Beaconsfield-Club, een stellig uitgesproken, die velen Christelijken mannen leed heeft gedaan. Hij sprak: „Ik meen, dat sommige onzer enthousiaste vrienden, die voor de geheel-onthouding roepen, veel meer voor het genoegen en ook voor de zedelijkheid van hunne medeburgers zouden doen, indien zij ervoor ijverden, dat er clubs (vereenigingen bij wijze van sociëteiten) werden opgericht!” [1083,265,1343,359]
article-paragraph: Als de hiërarchie de classis saamroept, is hoofdzaak en enig doel, leden voor de besturen te benoemen. Al het andere is een doekje voor het bloeden. Louter vieze waan. Als maar eens die leden voor de besturen benoemd zijn, kunnen de broeders veilig naar huis gaan. Immers, om die leden van dat bestuur alleen is het te doen, want van dat bestuur alleen gaat nu de hoogste macht uit, en zijn wij, zal'n en die het wel verder klaar spelen. [87,1380,313,1474]
left-fragment-line: zu oor- [0,568,28,580]
article-paragraph: WINCKEL. [1296,881,1343,892]
article-paragraph: KUYPER. [522,750,562,761]
article-paragraph: Daerom volghende Gods woordt zijn de ghewoonen sienlijke Kercken, houden wy dat den Roomschen stoel, die onder valschen titel als man ouverwhelcht den Antichrist is, zeelsk anders sontst ende probatie ende menighwerven nieuwe wetten heeft geboren, sal zoo lange sienlick inblijven de Kercken alsoo de Zee. [585,863,811,934]
article-paragraph: steld en de Dordtsche kerkenorde van 1619 weer van kracht is verklaard. [834,177,1061,200]
article-paragraph: Maar hoe groot ook het getal gerepresenteerde kerken werd, het beginsel bleef hierdoor één en hetzelfde, dat er nooit iets boven de kerken was, maar dat de kerken zelven saamkwamen, vertegenwoordigd in hunne afgevaardigden. [87,1159,313,1206]
article-paragraph: Ende naer dat zy naer de kennisse alleen Christi sulcken zijn ende naer de dienste Gods hunne dienaers in haere kercken. [585,1186,811,1221]
article-paragraph: Kopie van een Fransch administratief kader waar misschien nog juister karakteriseering van uw onschoone verschijning, dan de altoos nog een denkbeeld vertegenwoordigende titel van hiërarchie. [87,779,313,826]
left-fragment-line: het de [0,414,23,426]
article-paragraph: Namens den kerkeraad, [901,299,993,311]
article-paragraph: W. MAAN, Consulent. [968,333,1061,344]
left-fragment-line: de machi- [0,544,38,555]
article-paragraph: De Catholijcke Kercke begrijpt onder haer alle Christelicke vergaderinghen in alle rijcken, de welcke wy Kercken noemen, als de deelen der zee, zee ghenaemt worden: die nochtans by haere namen onderscheyden zijn, als Griecken van Afrijcken onderscheyden zijn. [336,1385,562,1444]
article-paragraph: Die de voorgevegde Kercken diedoort van ghevolcht ende beproeft eenighe volcken dienaers gheroepen ende by de ghetrouwe heren. [585,1227,811,1262]
column-5 [1083,177,1343,2210]
